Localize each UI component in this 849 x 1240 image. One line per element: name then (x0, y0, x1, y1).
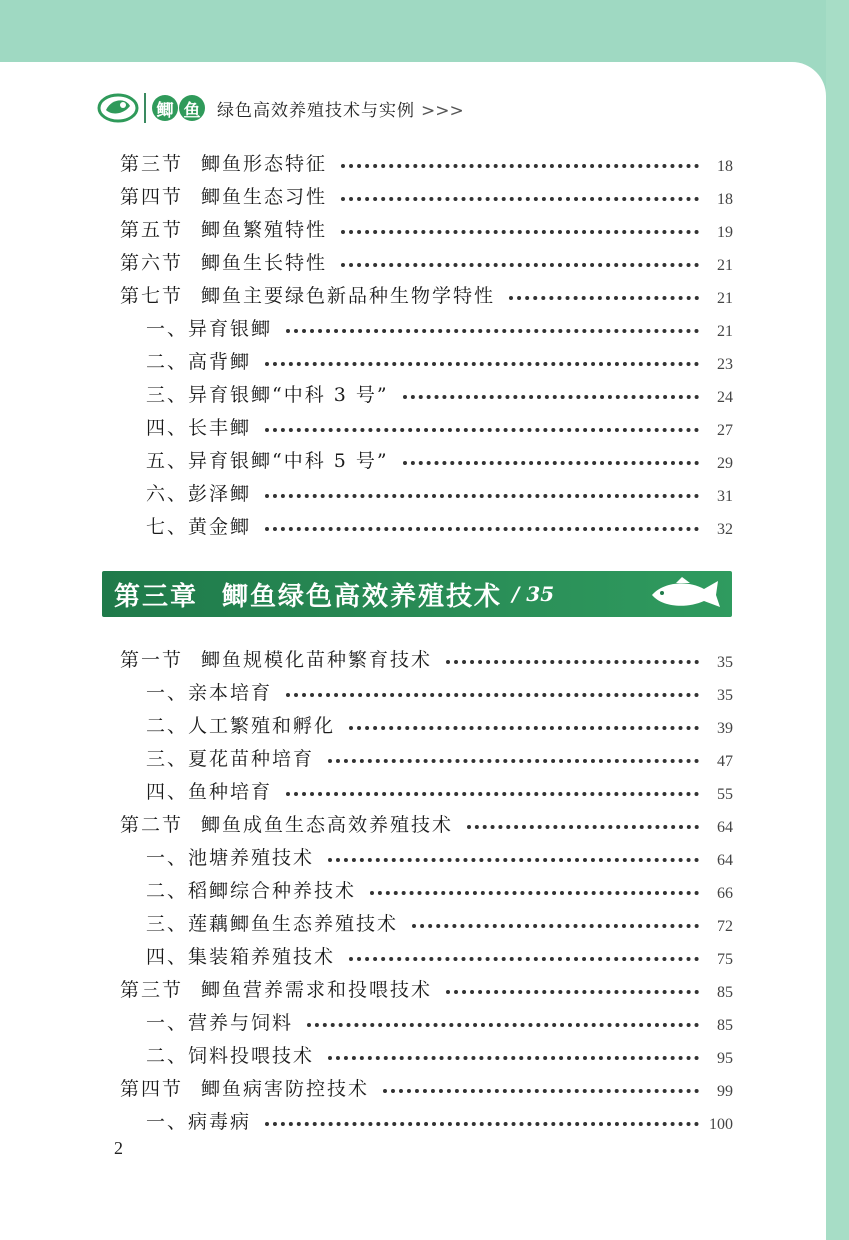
toc-page-number: 24 (717, 389, 733, 406)
book-title (217, 96, 464, 121)
toc-leader-dots (403, 461, 699, 465)
toc-label (146, 1041, 314, 1068)
toc-label (120, 281, 495, 308)
brand-char: 鲫 (152, 95, 178, 121)
toc-page-number: 100 (709, 1116, 733, 1133)
toc-leader-dots (383, 1089, 699, 1093)
toc-section-number: 第三节 (120, 979, 184, 1001)
toc-subitem[interactable] (146, 410, 733, 440)
toc-leader-dots (341, 230, 699, 234)
toc-page-number: 47 (717, 753, 733, 770)
toc-leader-dots (265, 1122, 699, 1126)
header-arrows: >>> (421, 100, 464, 121)
toc-title: 五、异育银鲫“中科 5 号” (146, 450, 389, 472)
toc-label (146, 744, 314, 771)
fish-icon (646, 575, 726, 613)
toc-label (120, 215, 327, 242)
toc-label (146, 1008, 293, 1035)
toc-title: 鲫鱼成鱼生态高效养殖技术 (201, 814, 454, 836)
toc-label (120, 975, 432, 1002)
toc-page-number: 64 (717, 852, 733, 869)
toc-leader-dots (341, 263, 699, 267)
toc-leader-dots (341, 164, 699, 168)
toc-leader-dots (446, 660, 699, 664)
toc-subitem[interactable] (146, 840, 733, 870)
toc-page-number: 75 (717, 951, 733, 968)
toc-page-number: 29 (717, 455, 733, 472)
toc-section[interactable] (120, 642, 733, 672)
toc-leader-dots (265, 527, 699, 531)
toc-label (146, 413, 251, 440)
toc-section-number: 第四节 (120, 1078, 184, 1100)
toc-page-number: 31 (717, 488, 733, 505)
toc-page-number: 64 (717, 819, 733, 836)
toc-subitem[interactable] (146, 311, 733, 341)
chapter-page: / 35 (512, 582, 555, 606)
toc-label (146, 843, 314, 870)
toc-label (146, 909, 398, 936)
toc-page-number: 72 (717, 918, 733, 935)
brand-char: 鱼 (179, 95, 205, 121)
toc-label (120, 810, 453, 837)
toc-leader-dots (328, 759, 699, 763)
toc-page-number: 27 (717, 422, 733, 439)
toc-subitem[interactable] (146, 675, 733, 705)
toc-page-number: 19 (717, 224, 733, 241)
toc-label (120, 182, 327, 209)
toc-title: 鲫鱼生长特性 (201, 252, 328, 274)
toc-title: 二、饲料投喂技术 (146, 1045, 315, 1067)
toc-leader-dots (509, 296, 699, 300)
toc-section-number: 第一节 (120, 649, 184, 671)
toc-title: 鲫鱼规模化苗种繁育技术 (201, 649, 433, 671)
toc-title: 三、夏花苗种培育 (146, 748, 315, 770)
toc-page-number: 99 (717, 1083, 733, 1100)
toc-subitem[interactable] (146, 1005, 733, 1035)
toc-section[interactable] (120, 972, 733, 1002)
toc-page-number: 23 (717, 356, 733, 373)
chapter-banner[interactable] (102, 571, 732, 617)
toc-leader-dots (265, 362, 699, 366)
toc-subitem[interactable] (146, 906, 733, 936)
toc-title: 鲫鱼病害防控技术 (201, 1078, 370, 1100)
toc-page-number: 21 (717, 323, 733, 340)
toc-section[interactable] (120, 179, 733, 209)
toc-section-number: 第七节 (120, 285, 184, 307)
toc-section[interactable] (120, 245, 733, 275)
header-divider (144, 93, 146, 123)
toc-section-number: 第六节 (120, 252, 184, 274)
toc-label (146, 876, 356, 903)
toc-title: 二、稻鲫综合种养技术 (146, 880, 357, 902)
toc-label (146, 380, 389, 407)
toc-leader-dots (341, 197, 699, 201)
toc-section[interactable] (120, 1071, 733, 1101)
leaf-logo-icon (96, 88, 140, 128)
toc-title: 七、黄金鲫 (146, 516, 252, 538)
book-title-text: 绿色高效养殖技术与实例 (217, 100, 415, 121)
toc-label (146, 314, 272, 341)
toc-section[interactable] (120, 278, 733, 308)
toc-leader-dots (265, 494, 699, 498)
toc-page-number: 32 (717, 521, 733, 538)
toc-subitem[interactable] (146, 1038, 733, 1068)
toc-title: 鲫鱼形态特征 (201, 153, 328, 175)
toc-title: 鲫鱼营养需求和投喂技术 (201, 979, 433, 1001)
chapter-title: 鲫鱼绿色高效养殖技术 (222, 581, 503, 612)
toc-title: 三、异育银鲫“中科 3 号” (146, 384, 389, 406)
toc-leader-dots (328, 1056, 699, 1060)
toc-subitem[interactable] (146, 1104, 733, 1134)
toc-section[interactable] (120, 146, 733, 176)
toc-section[interactable] (120, 212, 733, 242)
toc-section-number: 第四节 (120, 186, 184, 208)
toc-label (146, 446, 389, 473)
toc-subitem[interactable] (146, 939, 733, 969)
toc-label (146, 347, 251, 374)
toc-page-number: 35 (717, 654, 733, 671)
toc-leader-dots (370, 891, 699, 895)
toc-title: 六、彭泽鲫 (146, 483, 252, 505)
toc-label (146, 678, 272, 705)
toc-label (120, 645, 432, 672)
toc-title: 一、池塘养殖技术 (146, 847, 315, 869)
background-strip (826, 0, 849, 1240)
running-header (96, 86, 776, 130)
toc-subitem[interactable] (146, 873, 733, 903)
toc-page-number: 39 (717, 720, 733, 737)
toc-section-number: 第五节 (120, 219, 184, 241)
toc-leader-dots (286, 329, 699, 333)
toc-subitem[interactable] (146, 774, 733, 804)
toc-title: 三、莲藕鲫鱼生态养殖技术 (146, 913, 399, 935)
toc-title: 一、亲本培育 (146, 682, 273, 704)
toc-label (146, 777, 272, 804)
toc-page-number: 21 (717, 290, 733, 307)
toc-leader-dots (446, 990, 699, 994)
toc-section-number: 第二节 (120, 814, 184, 836)
toc-title: 一、营养与饲料 (146, 1012, 294, 1034)
toc-leader-dots (307, 1023, 699, 1027)
chapter-number: 第三章 (114, 581, 199, 612)
toc-page-number: 95 (717, 1050, 733, 1067)
toc-label (120, 248, 327, 275)
toc-title: 一、病毒病 (146, 1111, 252, 1133)
page-number: 2 (114, 1138, 123, 1158)
toc-subitem[interactable] (146, 344, 733, 374)
toc-subitem[interactable] (146, 377, 733, 407)
brand-badge (152, 95, 205, 121)
toc-page-number: 85 (717, 1017, 733, 1034)
toc-leader-dots (286, 693, 699, 697)
toc-subitem[interactable] (146, 509, 733, 539)
toc-title: 四、集装箱养殖技术 (146, 946, 336, 968)
toc-leader-dots (349, 957, 699, 961)
toc-leader-dots (286, 792, 699, 796)
toc-section[interactable] (120, 807, 733, 837)
toc-leader-dots (349, 726, 699, 730)
toc-label (146, 711, 335, 738)
toc-subitem[interactable] (146, 708, 733, 738)
toc-page-number: 21 (717, 257, 733, 274)
toc-subitem[interactable] (146, 476, 733, 506)
toc-leader-dots (467, 825, 699, 829)
toc-title: 一、异育银鲫 (146, 318, 273, 340)
toc-title: 鲫鱼生态习性 (201, 186, 328, 208)
toc-label (146, 479, 251, 506)
toc-label (146, 1107, 251, 1134)
toc-label (120, 149, 327, 176)
toc-label (146, 512, 251, 539)
toc-subitem[interactable] (146, 443, 733, 473)
toc-title: 鲫鱼繁殖特性 (201, 219, 328, 241)
toc-title: 二、高背鲫 (146, 351, 252, 373)
toc-label (120, 1074, 369, 1101)
toc-title: 二、人工繁殖和孵化 (146, 715, 336, 737)
toc-page-number: 85 (717, 984, 733, 1001)
toc-leader-dots (328, 858, 699, 862)
toc-page-number: 18 (717, 191, 733, 208)
toc-page-number: 55 (717, 786, 733, 803)
toc-page-number: 35 (717, 687, 733, 704)
toc-page-number: 18 (717, 158, 733, 175)
toc-leader-dots (403, 395, 699, 399)
toc-label (146, 942, 335, 969)
toc-title: 四、鱼种培育 (146, 781, 273, 803)
toc-page-number: 66 (717, 885, 733, 902)
toc-section-number: 第三节 (120, 153, 184, 175)
toc-title: 四、长丰鲫 (146, 417, 252, 439)
toc-subitem[interactable] (146, 741, 733, 771)
toc-leader-dots (265, 428, 699, 432)
toc-title: 鲫鱼主要绿色新品种生物学特性 (201, 285, 496, 307)
toc-leader-dots (412, 924, 699, 928)
